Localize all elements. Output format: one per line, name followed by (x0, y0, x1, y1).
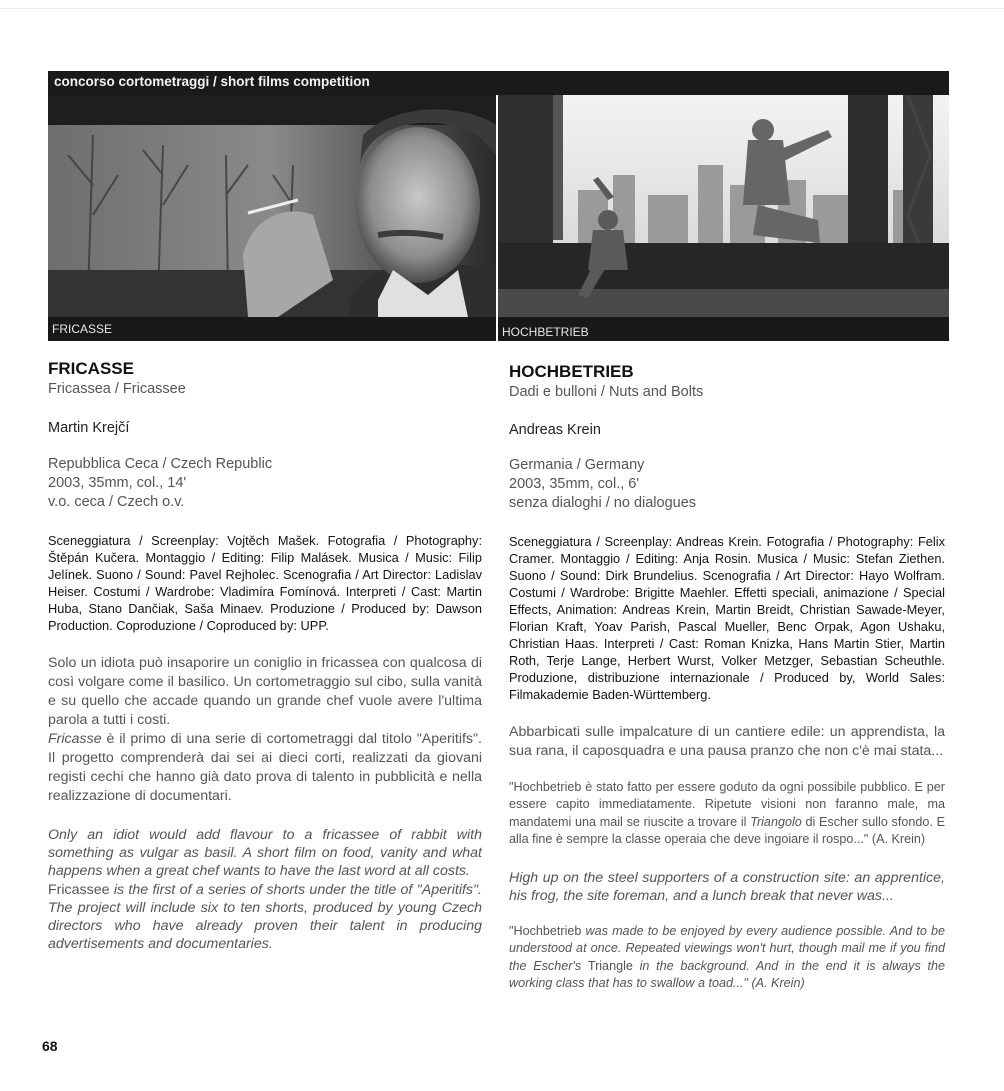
film-title: FRICASSE (48, 359, 134, 378)
quote-english-title: "Hochbetrieb (509, 924, 582, 939)
film-language: v.o. ceca / Czech o.v. (48, 494, 185, 510)
top-rule (0, 8, 1004, 9)
page-number: 68 (42, 1038, 58, 1054)
director-quote-english (509, 923, 945, 993)
title-emphasis: Fricasse (48, 731, 102, 747)
quote-italian-emphasis: Triangolo (750, 814, 802, 829)
film-meta (48, 455, 482, 512)
synopsis-italian-p2-text: è il primo di una serie di cortometraggi dal titolo "Aperitifs". Il progetto comprenderà dai sei ai dieci corti, realizzati da giovani registi cechi che hanno già dato prova di talento in pubblicità e nella realizzazione di documentari. (48, 731, 482, 804)
film-format: 2003, 35mm, col., 6' (509, 476, 640, 492)
film-format: 2003, 35mm, col., 14' (48, 475, 187, 491)
film-credits: Sceneggiatura / Screenplay: Andreas Krein. Fotografia / Photography: Felix Cramer. Montaggio / Editing: Anja Rosin. Musica / Music: Stefan Ziethen. Suono / Sound: Dirk Brundelius. Scenografia / Art Director: Hayo Wolfram. Costumi / Wardrobe: Brigitte Maehler. Effetti speciali, animazione / Special Effects, Animation: Andreas Krein, Martin Breidt, Christian Sawade-Meyer, Florian Kraft, Yoav Parish, Pascal Mueller, Benc Orpak, Agon Ushaku, Christian Haas. Interpreti / Cast: Roman Knizka, Hans Martin Stier, Martin Roth, Terje Lange, Herbert Wurst, Volker Metzger, Sebastian Scheuthle. Produzione, distribuzione internazionale / Produced by, World Sales: Filmakademie Baden-Württemberg. (509, 534, 945, 702)
section-banner: concorso cortometraggi / short films competition (48, 71, 949, 95)
synopsis-english-p1: Only an idiot would add flavour to a fricassee of rabbit with something as vulgar as basil. A short film on food, vanity and what happens when a great chef wants to have the last word at all costs. (48, 827, 482, 880)
film-title: HOCHBETRIEB (509, 362, 634, 381)
hochbetrieb-entry (509, 361, 945, 993)
quote-english-author: (A. Krein) (751, 976, 805, 991)
synopsis-english (48, 826, 482, 953)
film-meta (509, 456, 945, 513)
quote-english-b: was made to be enjoyed by every audience possible. And to be understood at once. Repeated viewings won't hurt, though mail me if you find the Escher's (509, 924, 945, 973)
quote-italian-c: di Escher sullo sfondo. E alla fine è sempre la classe operaia che deve ingoiare il rospo..." (A. Krein) (509, 814, 945, 847)
fricasse-entry (48, 358, 482, 953)
quote-english-triangle: Triangle (587, 958, 633, 973)
synopsis-italian-p1: Solo un idiota può insaporire un coniglio in fricassea con qualcosa di così volgare come il basilico. Un cortometraggio sul cibo, sulla vanità e su quello che accade quando un grande chef vuole avere l'ultima parola a tutti i costi. (48, 655, 482, 728)
director-name: Andreas Krein (509, 422, 601, 438)
film-country: Germania / Germany (509, 457, 645, 473)
film-subtitle: Fricassea / Fricassee (48, 381, 186, 397)
hochbetrieb-still-image (498, 95, 949, 317)
synopsis-english: High up on the steel supporters of a construction site: an apprentice, his frog, the site foreman, and a lunch break that never was... (509, 869, 945, 904)
film-subtitle: Dadi e bulloni / Nuts and Bolts (509, 384, 704, 400)
fricasse-still-image (48, 95, 496, 317)
synopsis-italian (48, 654, 482, 806)
fricasse-caption: FRICASSE (48, 317, 496, 341)
synopsis-italian-p2 (48, 730, 482, 806)
synopsis-italian-p1: Abbarbicati sulle impalcature di un cantiere edile: un apprendista, la sua rana, il caposquadra e una pausa pranzo che non c'è mai stata... (509, 724, 945, 759)
title-emphasis: Fricassee (48, 881, 110, 898)
synopsis-english-p2: is the first of a series of shorts under the title of "Aperitifs". The project will include six to ten shorts, produced by young Czech directors who have already proven their talent in producing advertisements and documentaries. (48, 881, 482, 953)
director-name: Martin Krejčí (48, 420, 130, 436)
film-country: Repubblica Ceca / Czech Republic (48, 456, 273, 472)
hochbetrieb-caption: HOCHBETRIEB (498, 317, 949, 341)
image-divider (496, 95, 498, 341)
film-credits: Sceneggiatura / Screenplay: Vojtěch Mašek. Fotografia / Photography: Štěpán Kučera. Montaggio / Editing: Filip Malásek. Musica / Music: Filip Jelínek. Suono / Sound: Pavel Rejholec. Scenografia / Art Director: Ladislav Heiser. Costumi / Wardrobe: Vladimíra Fomínová. Interpreti / Cast: Martin Huba, Stano Dančiak, Saša Minaev. Produzione / Produced by: Dawson Production. Coproduzione / Coproduced by: UPP. (48, 533, 482, 633)
synopsis-italian (509, 723, 945, 761)
quote-english-d: in the background. And in the end it is always the working class that has to swallow a toad..." (509, 958, 945, 991)
film-language: senza dialoghi / no dialogues (509, 495, 697, 511)
quote-italian-a: "Hochbetrieb è stato fatto per essere goduto da ogni possibile pubblico. E per essere capito immediatamente. Ripetute visioni non faranno male, ma mandatemi una mail se riuscite a trovare il (509, 780, 945, 829)
director-quote-italian (509, 779, 945, 849)
